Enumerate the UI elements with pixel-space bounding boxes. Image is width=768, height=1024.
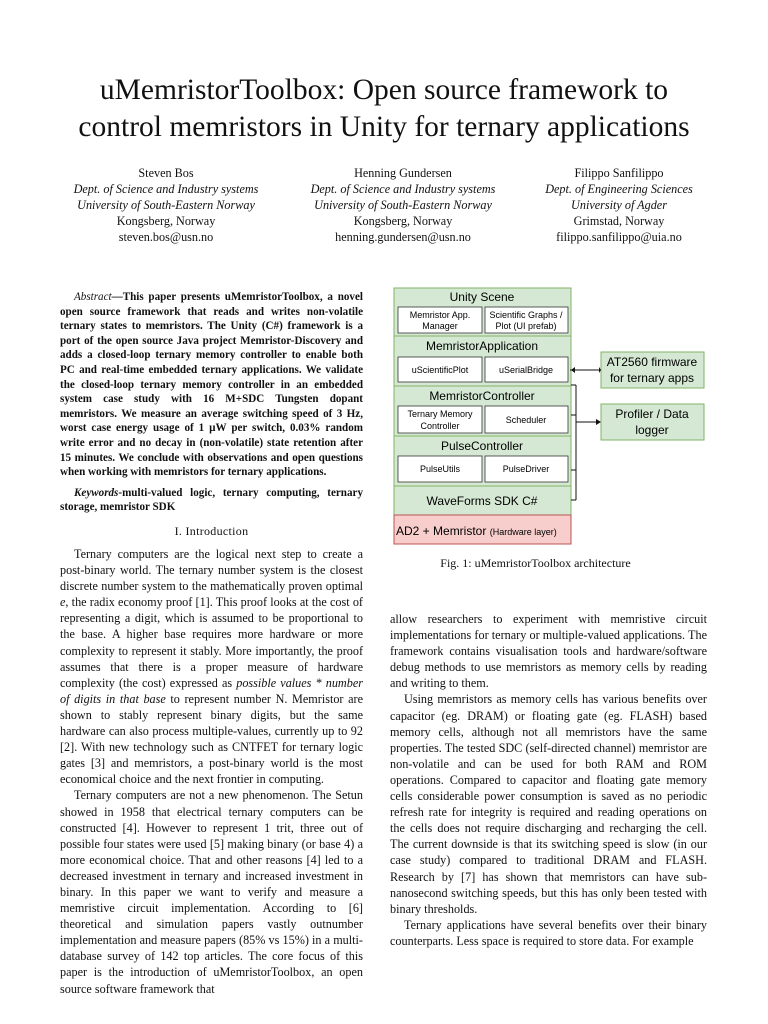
figure-caption: Fig. 1: uMemristorToolbox architecture	[440, 556, 631, 570]
author-email: filippo.sanfilippo@uia.no	[556, 230, 682, 245]
author-univ: University of Agder	[571, 198, 667, 213]
intro-math-e: e	[60, 595, 66, 610]
memristor-app-manager-line1: Memristor App.	[409, 310, 471, 320]
intro-text: , the radix economy proof [1]. This proof looks at the cost of representing a digit, which is assumed to be proportional to the base. A higher base requires more hardware or more complexity to represent it stably. More importantly, the proof assumes that there is a proper measure of hardware complexity (the cost) expressed as	[60, 595, 363, 690]
author-name: Filippo Sanfilippo	[574, 166, 664, 180]
ternary-memory-controller-line2: Controller	[420, 421, 460, 431]
author-email: steven.bos@usn.no	[118, 230, 214, 245]
pulse-controller-label: PulseController	[440, 439, 524, 453]
ternary-memory-controller-line1: Ternary Memory	[407, 409, 473, 419]
ad2-memristor-label	[396, 524, 557, 538]
abstract	[60, 290, 363, 480]
scientific-graphs-line2: Plot (UI prefab)	[495, 321, 557, 331]
author-name: Steven Bos	[138, 166, 194, 180]
author-name: Henning Gundersen	[354, 166, 452, 180]
intro-paragraph-2: Ternary computers are not a new phenomenon. The Setun showed in 1958 that electrical ternary computers can be constructed [4]. However to represent 1 trit, three out of possible four states were used [5] making binary (or base 4) a more economical choice. That and other reasons [4] led to a decreased investment in ternary and increased investment in binary. In this paper we want to verify and measure a memristive circuit implementation. According to [6] theoretical and simulation papers vastly outnumber implementation and measure papers (85% vs 15%) in a multi-database survey of 142 top articles. The core focus of this paper is the introduction of uMemristorToolbox, an open source software framework that	[60, 788, 363, 996]
abstract-label: Abstract	[74, 291, 112, 303]
userialbridge-label: uSerialBridge	[498, 365, 554, 375]
waveforms-sdk-label: WaveForms SDK C#	[426, 494, 538, 508]
scientific-graphs-line1: Scientific Graphs /	[489, 310, 563, 320]
author-block-3	[499, 165, 739, 245]
right-paragraph-2: Using memristors as memory cells has various benefits over capacitor (eg. DRAM) or floating gate (eg. FLASH) based memory cells, although not all memristors have the same properties. The tested SDC (self-directed channel) memristor are non-volatile and can be used for both RAM and ROM operations. Compared to capacitor and floating gate memory cells considerable power consumption is saved as no periodic refresh rate for integrity is required and reading operations on the cells does not require discharging and recharging the cell. The current downside is that its switching speed is slow (in our case study) compared to traditional DRAM and FLASH. Research by [7] has shown that memristors can have sub-nanosecond switching speeds, but this has only been tested with binary thresholds.	[390, 692, 707, 916]
memristor-application-label: MemristorApplication	[425, 339, 539, 353]
pulsedriver-label: PulseDriver	[502, 464, 550, 474]
author-block-1	[46, 165, 286, 245]
unity-scene-label: Unity Scene	[449, 290, 515, 304]
profiler-line1: Profiler / Data	[615, 407, 689, 421]
author-location: Kongsberg, Norway	[116, 214, 216, 229]
right-column	[390, 611, 707, 949]
author-location: Grimstad, Norway	[573, 214, 665, 229]
abstract-text: —This paper presents uMemristorToolbox, a novel open source framework that reads and writes non-volatile ternary states to memristors. The Unity (C#) framework is a port of the open source Java project Memristor-Discovery and adds a closed-loop ternary memory controller to enable both PC and real-time embedded ternary applications. We validate the closed-loop ternary memory controller in an embedded system case study with 16 M+SDC Tungsten dopant memristors. We measure an average switching speed of 3 Hz, worst case energy usage of 1 µW per switch, 0.03% random write error and no decay in (non-volatile) state retention after 15 minutes. We conclude with observations and open questions when working with memristors for ternary applications.	[60, 291, 363, 479]
hardware-layer-note: (Hardware layer)	[489, 527, 557, 537]
keywords-label: Keywords	[74, 486, 119, 499]
profiler-line2: logger	[635, 423, 669, 437]
memristor-app-manager-line2: Manager	[422, 321, 458, 331]
arrow-head-left	[571, 367, 575, 373]
memristor-controller-label: MemristorController	[429, 389, 535, 403]
paper-title	[0, 72, 768, 146]
author-univ: University of South-Eastern Norway	[314, 198, 492, 213]
title-line-2: control memristors in Unity for ternary applications	[78, 111, 690, 143]
author-dept: Dept. of Science and Industry systems	[310, 182, 496, 197]
right-paragraph-3: Ternary applications have several benefits over their binary counterparts. Less space is required to store data. For example	[390, 917, 707, 948]
author-dept: Dept. of Science and Industry systems	[73, 182, 259, 197]
ad2-memristor-text: AD2 + Memristor	[396, 524, 487, 538]
keywords	[60, 486, 363, 515]
connector-lines	[570, 370, 599, 500]
author-location: Kongsberg, Norway	[353, 214, 453, 229]
pulseutils-label: PulseUtils	[419, 464, 461, 474]
section-heading: I. Introduction	[174, 523, 249, 538]
author-email: henning.gundersen@usn.no	[335, 230, 471, 245]
left-column	[60, 290, 363, 997]
title-line-1: uMemristorToolbox: Open source framework to	[99, 74, 669, 106]
intro-paragraph-1	[60, 546, 363, 787]
author-univ: University of South-Eastern Norway	[77, 198, 255, 213]
right-paragraph-1: allow researchers to experiment with memristive circuit implementations for ternary or multiple-valued applications. The framework contains visualisation tools and hardware/software debug methods to use memristors as memory cells by reading and writing to them.	[390, 612, 707, 691]
scheduler-label: Scheduler	[505, 415, 547, 425]
at2560-firmware-line1: AT2560 firmware	[606, 355, 698, 369]
intro-emphasis: possible values * number of digits in that base	[60, 675, 363, 706]
intro-text: Ternary computers are the logical next step to create a post-binary world. The ternary number system is the closest discrete number system to the mathematically proven optimal	[60, 547, 363, 594]
intro-text: to represent number N. Memristor are shown to stably represent binary digits, but the same hardware can also process multiple-values, currently up to 92 [2]. With new technology such as CNTFET for ternary logic gates [3] and memristors, a post-binary world is the most economical choice and the next frontier in computing.	[60, 691, 363, 787]
author-dept: Dept. of Engineering Sciences	[545, 182, 693, 197]
at2560-firmware-line2: for ternary apps	[609, 371, 695, 385]
architecture-figure	[390, 285, 710, 545]
uscientificplot-label: uScientificPlot	[411, 365, 469, 375]
keywords-text: -multi-valued logic, ternary computing, ternary storage, memristor SDK	[60, 486, 363, 514]
arrow-head-profiler	[596, 419, 601, 425]
author-block-2	[283, 165, 523, 245]
